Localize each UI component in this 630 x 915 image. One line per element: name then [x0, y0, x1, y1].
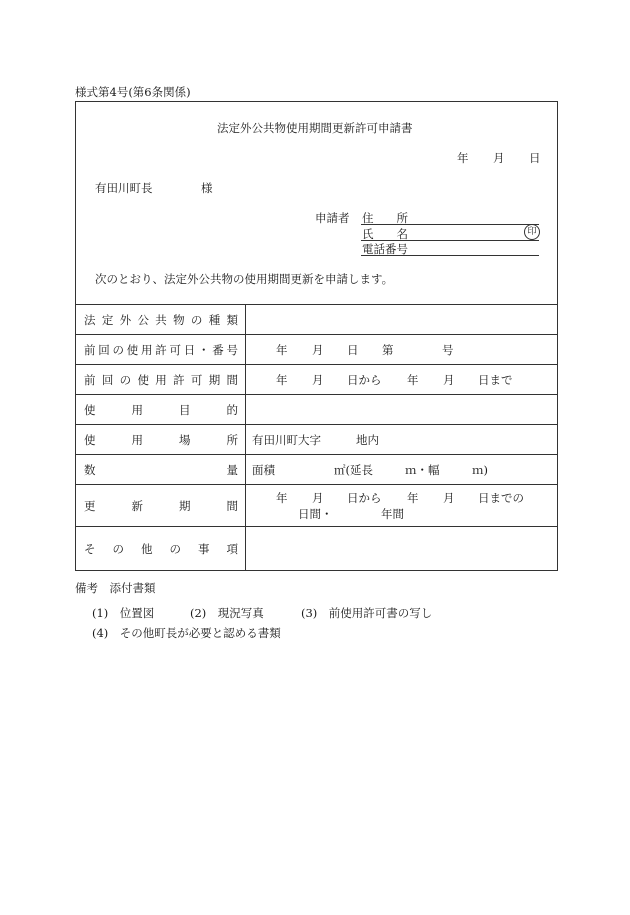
row-rule [75, 394, 558, 395]
remarks-item: (3) 前使用許可書の写し [301, 606, 433, 620]
location-prefix: 有田川町大字 [252, 433, 321, 447]
label-other-matters: そ の 他 の 事 項 [84, 542, 238, 556]
label-renewal-period: 更 新 期 間 [84, 499, 238, 513]
renewal-from-year: 年 [276, 491, 288, 505]
renewal-to-month: 月 [443, 491, 455, 505]
prev-period-to-day: 日まで [478, 373, 513, 387]
remarks-heading: 備考 添付書類 [75, 581, 156, 595]
prev-permit-day: 日 [347, 343, 359, 357]
row-rule [75, 334, 558, 335]
remarks-item: (4) その他町長が必要と認める書類 [92, 626, 281, 640]
request-text: 次のとおり、法定外公共物の使用期間更新を申請します。 [95, 272, 394, 286]
remarks-item: (1) 位置図 [92, 606, 155, 620]
prev-period-from-day: 日から [347, 373, 382, 387]
applicant-heading: 申請者 [315, 211, 350, 225]
row-rule [75, 526, 558, 527]
date-day: 日 [529, 151, 541, 165]
row-rule [75, 364, 558, 365]
address-label: 住 所 [362, 211, 408, 225]
column-divider [245, 304, 246, 570]
address-underline [361, 224, 539, 225]
quantity-unit-m2: ㎡(延長 [334, 463, 373, 477]
form-title: 法定外公共物使用期間更新許可申請書 [217, 121, 413, 135]
prev-period-to-month: 月 [443, 373, 455, 387]
phone-underline [361, 255, 539, 256]
label-previous-period: 前 回 の 使 用 許 可 期 間 [84, 373, 238, 387]
label-previous-permit: 前 回 の 使 用 許 可 日 ・ 番 号 [84, 343, 238, 357]
location-suffix: 地内 [356, 433, 379, 447]
renewal-years: 年間 [381, 507, 404, 521]
name-label: 氏 名 [362, 227, 408, 241]
seal-mark: 印 [524, 224, 540, 240]
prev-permit-number-suffix: 号 [442, 343, 454, 357]
addressee-name: 有田川町長 [95, 181, 153, 195]
renewal-from-day: 日から [347, 491, 382, 505]
renewal-from-month: 月 [312, 491, 324, 505]
quantity-unit-end: ｍ) [472, 463, 488, 477]
prev-permit-no: 第 [382, 343, 394, 357]
prev-permit-month: 月 [312, 343, 324, 357]
remarks-item: (2) 現況写真 [190, 606, 264, 620]
row-rule [75, 424, 558, 425]
form-number: 様式第4号(第6条関係) [75, 85, 191, 99]
renewal-to-day: 日までの [478, 491, 524, 505]
renewal-to-year: 年 [407, 491, 419, 505]
quantity-area: 面積 [252, 463, 275, 477]
quantity-unit-width: ｍ・幅 [405, 463, 440, 477]
label-location: 使 用 場 所 [84, 433, 238, 447]
row-rule [75, 454, 558, 455]
label-quantity: 数 量 [84, 463, 238, 477]
date-month: 月 [493, 151, 505, 165]
prev-permit-year: 年 [276, 343, 288, 357]
renewal-days: 日間・ [298, 507, 333, 521]
phone-label: 電話番号 [362, 242, 408, 256]
addressee-honorific: 様 [201, 181, 213, 195]
prev-period-from-year: 年 [276, 373, 288, 387]
prev-period-from-month: 月 [312, 373, 324, 387]
label-public-property-type: 法 定 外 公 共 物 の 種 類 [84, 313, 238, 327]
row-rule [75, 484, 558, 485]
prev-period-to-year: 年 [407, 373, 419, 387]
label-purpose: 使 用 目 的 [84, 403, 238, 417]
table-top-rule [75, 304, 558, 305]
date-year: 年 [457, 151, 469, 165]
